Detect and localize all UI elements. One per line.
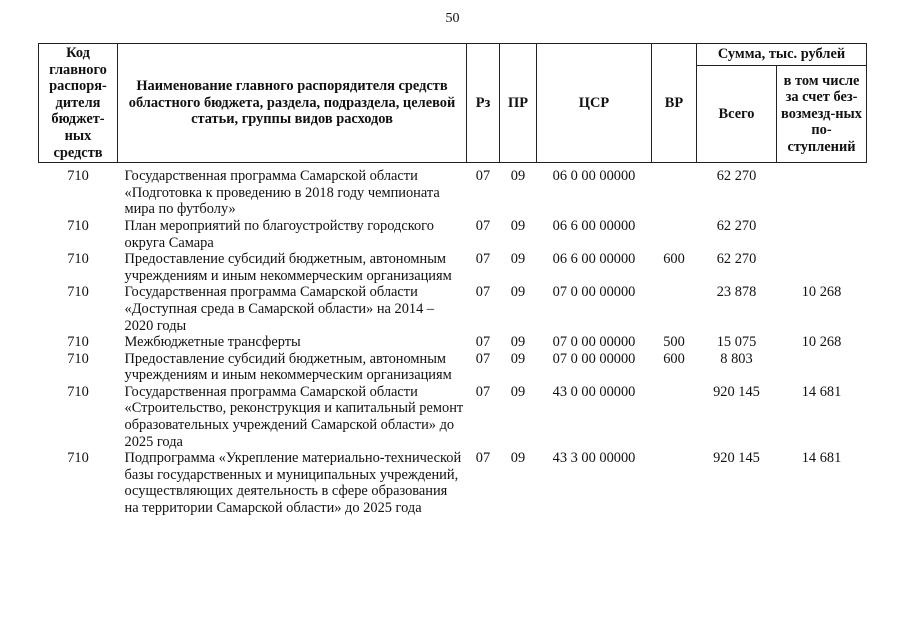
header-sum: Сумма, тыс. рублей [697, 44, 867, 66]
header-vr: ВР [652, 44, 697, 163]
page-number: 50 [445, 11, 460, 26]
cell-free: 14 681 [801, 383, 842, 400]
table-row [39, 284, 867, 334]
cell-pr: 09 [510, 168, 526, 185]
cell-name: Государственная программа Самарской области «Строительство, реконструкция и капитальный ремонт образовательных учреждений Самарской области» до 2025 года [124, 383, 464, 450]
cell-rz: 07 [475, 168, 491, 185]
cell-code: 710 [67, 383, 89, 400]
cell-free: 10 268 [801, 334, 842, 351]
cell-name: План мероприятий по благоустройству городского округа Самара [124, 217, 434, 251]
cell-vr: 600 [663, 350, 685, 367]
cell-name: Предоставление субсидий бюджетным, автономным учреждениям и иным некоммерческим организациям [124, 251, 452, 284]
header-name: Наименование главного распорядителя средств областного бюджета, раздела, подраздела, целевой статьи, группы видов расходов [118, 44, 467, 163]
header-rz: Рз [467, 44, 500, 163]
cell-rz: 07 [475, 334, 491, 351]
cell-pr: 09 [510, 217, 526, 234]
cell-csr: 07 0 00 00000 [552, 350, 636, 367]
cell-total: 62 270 [716, 251, 757, 268]
cell-code: 710 [67, 350, 89, 367]
cell-code: 710 [67, 217, 89, 234]
cell-vr [652, 450, 697, 516]
cell-name: Межбюджетные трансферты [124, 334, 301, 351]
cell-rz: 07 [475, 350, 491, 367]
cell-free: 10 268 [801, 284, 842, 301]
header-total: Всего [697, 66, 777, 163]
cell-rz: 07 [475, 450, 491, 467]
cell-name: Государственная программа Самарской области «Подготовка к проведению в 2018 году чемпионата мира по футболу» [124, 168, 440, 218]
cell-total: 62 270 [716, 168, 757, 185]
cell-total: 23 878 [716, 284, 757, 301]
cell-csr: 06 6 00 00000 [552, 251, 636, 268]
table-row [39, 384, 867, 450]
budget-table [38, 43, 867, 517]
cell-total: 920 145 [713, 383, 760, 400]
cell-rz: 07 [475, 284, 491, 301]
header-free: в том числе за счет без-возмезд-ных по-ступлений [777, 66, 867, 163]
table-row [39, 251, 867, 284]
table-row [39, 450, 867, 516]
cell-pr: 09 [510, 383, 526, 400]
table-row [39, 163, 867, 218]
table-row [39, 351, 867, 384]
cell-vr [652, 284, 697, 334]
cell-csr: 07 0 00 00000 [552, 284, 636, 301]
cell-vr [652, 218, 697, 251]
cell-name: Государственная программа Самарской области «Доступная среда в Самарской области» на 2014 – 2020 годы [124, 284, 435, 334]
cell-total: 920 145 [713, 450, 760, 467]
cell-rz: 07 [475, 217, 491, 234]
cell-pr: 09 [510, 350, 526, 367]
cell-csr: 43 3 00 00000 [552, 450, 636, 467]
table-row [39, 218, 867, 251]
cell-vr [652, 163, 697, 218]
cell-rz: 07 [475, 251, 491, 268]
cell-total: 15 075 [716, 334, 757, 351]
cell-name: Подпрограмма «Укрепление материально-технической базы государственных и муниципальных учреждений, осуществляющих деятельность в сфере образования на территории Самарской области» до 2025 года [124, 450, 462, 517]
cell-free: 14 681 [801, 450, 842, 467]
cell-free [777, 251, 867, 284]
header-csr: ЦСР [537, 44, 652, 163]
cell-code: 710 [67, 334, 89, 351]
cell-free [777, 163, 867, 218]
cell-code: 710 [67, 251, 89, 268]
table-body [39, 163, 867, 517]
cell-pr: 09 [510, 284, 526, 301]
cell-vr: 500 [663, 334, 685, 351]
cell-rz: 07 [475, 383, 491, 400]
cell-total: 8 803 [720, 350, 753, 367]
header-pr: ПР [500, 44, 537, 163]
cell-name: Предоставление субсидий бюджетным, автономным учреждениям и иным некоммерческим организациям [124, 350, 452, 384]
cell-code: 710 [67, 450, 89, 467]
cell-pr: 09 [510, 251, 526, 268]
table-header [39, 44, 867, 163]
cell-code: 710 [67, 168, 89, 185]
cell-pr: 09 [510, 334, 526, 351]
cell-csr: 07 0 00 00000 [552, 334, 636, 351]
cell-csr: 43 0 00 00000 [552, 383, 636, 400]
table-row [39, 334, 867, 351]
cell-pr: 09 [510, 450, 526, 467]
cell-total: 62 270 [716, 217, 757, 234]
cell-free [777, 351, 867, 384]
cell-csr: 06 0 00 00000 [552, 168, 636, 185]
cell-csr: 06 6 00 00000 [552, 217, 636, 234]
cell-vr [652, 384, 697, 450]
header-code: Код главного распоря-дителя бюджет-ных средств [39, 44, 118, 163]
cell-code: 710 [67, 284, 89, 301]
cell-free [777, 218, 867, 251]
cell-vr: 600 [663, 251, 685, 268]
